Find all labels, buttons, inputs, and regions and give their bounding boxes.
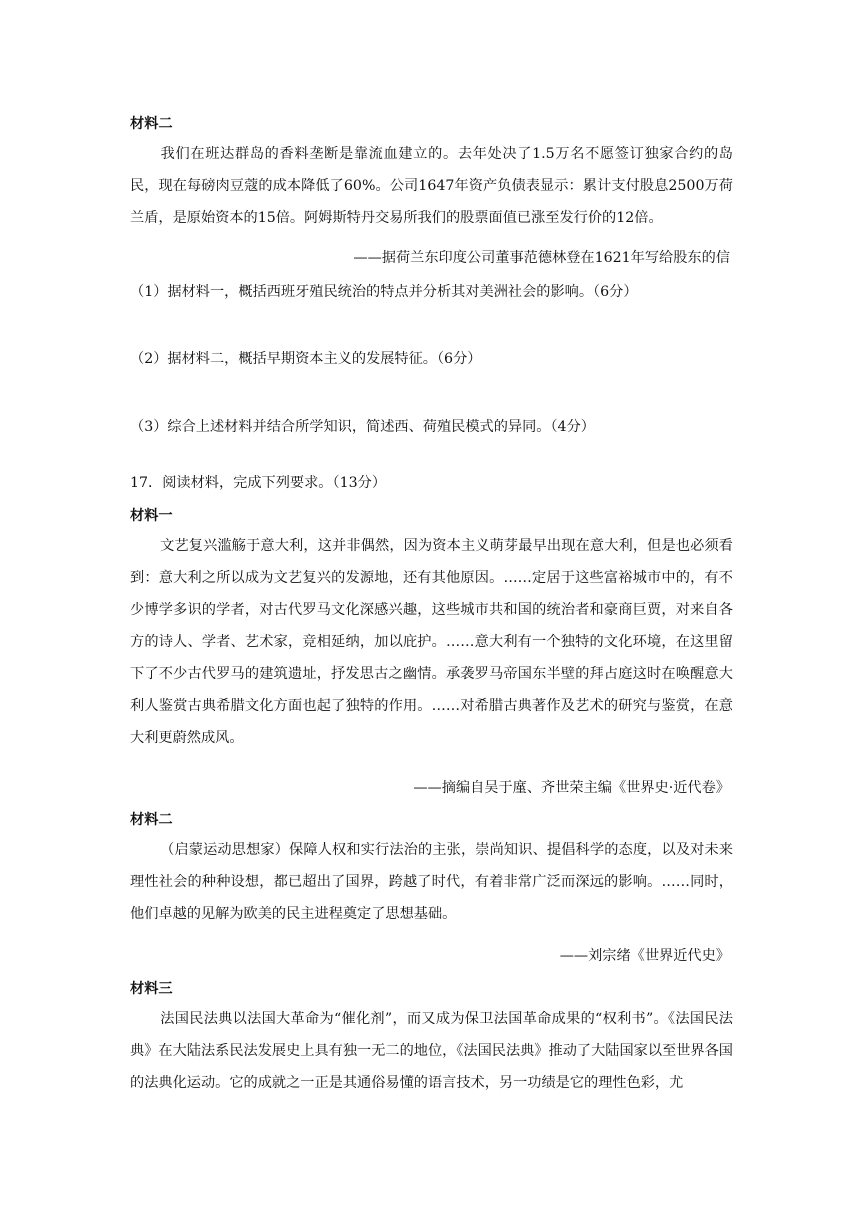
question-17-title: 17．阅读材料，完成下列要求。（13分） (130, 475, 387, 491)
section-heading-material-2: 材料二 (130, 116, 173, 132)
material-2-body: 我们在班达群岛的香料垄断是靠流血建立的。去年处决了1.5万名不愿签订独家合约的岛民，现在每磅肉豆蔻的成本降低了60%。公司1647年资产负债表显示：累计支付股息2500万荷兰盾，是原始资本的15倍。阿姆斯特丹交易所我们的股票面值已涨至发行价的12倍。 (130, 146, 733, 226)
q17-material-2-heading: 材料二 (130, 812, 173, 828)
q17-material-2-source: ——刘宗绪《世界近代史》 (559, 948, 730, 964)
q17-material-1-source: ——摘编自吴于廑、齐世荣主编《世界史·近代卷》 (413, 780, 730, 796)
q17-material-1-heading: 材料一 (130, 508, 173, 524)
material-2-source: ——据荷兰东印度公司董事范德林登在1621年写给股东的信 (353, 250, 730, 266)
question-1: （1）据材料一，概括西班牙殖民统治的特点并分析其对美洲社会的影响。（6分） (130, 284, 638, 300)
q17-material-3-heading: 材料三 (130, 981, 173, 997)
q17-material-1-text (130, 530, 733, 754)
q17-material-3-text (130, 1003, 733, 1099)
q17-material-3-body: 法国民法典以法国大革命为“催化剂”，而又成为保卫法国革命成果的“权利书”。《法国民法典》在大陆法系民法发展史上具有独一无二的地位，《法国民法典》推动了大陆国家以至世界各国的法典化运动。它的成就之一正是其通俗易懂的语言技术，另一功绩是它的理性色彩，尤 (130, 1011, 733, 1091)
q17-material-1-body: 文艺复兴滥觞于意大利，这并非偶然，因为资本主义萌芽最早出现在意大利，但是也必须看到：意大利之所以成为文艺复兴的发源地，还有其他原因。……定居于这些富裕城市中的，有不少博学多识的学者，对古代罗马文化深感兴趣，这些城市共和国的统治者和豪商巨贾，对来自各方的诗人、学者、艺术家，竞相延纳，加以庇护。……意大利有一个独特的文化环境，在这里留下了不少古代罗马的建筑遗址，抒发思古之幽情。承袭罗马帝国东半壁的拜占庭这时在唤醒意大利人鉴赏古典希腊文化方面也起了独特的作用。……对希腊古典著作及艺术的研究与鉴赏，在意大利更蔚然成风。 (130, 538, 733, 746)
question-2: （2）据材料二，概括早期资本主义的发展特征。（6分） (130, 351, 482, 367)
q17-material-2-body: （启蒙运动思想家）保障人权和实行法治的主张，崇尚知识、提倡科学的态度，以及对未来理性社会的种种设想，都已超出了国界，跨越了时代，有着非常广泛而深远的影响。……同时，他们卓越的见解为欧美的民主进程奠定了思想基础。 (130, 842, 733, 922)
q17-material-2-text (130, 834, 733, 930)
question-3: （3）综合上述材料并结合所学知识，简述西、荷殖民模式的异同。（4分） (130, 419, 595, 435)
material-2-text (130, 138, 733, 234)
